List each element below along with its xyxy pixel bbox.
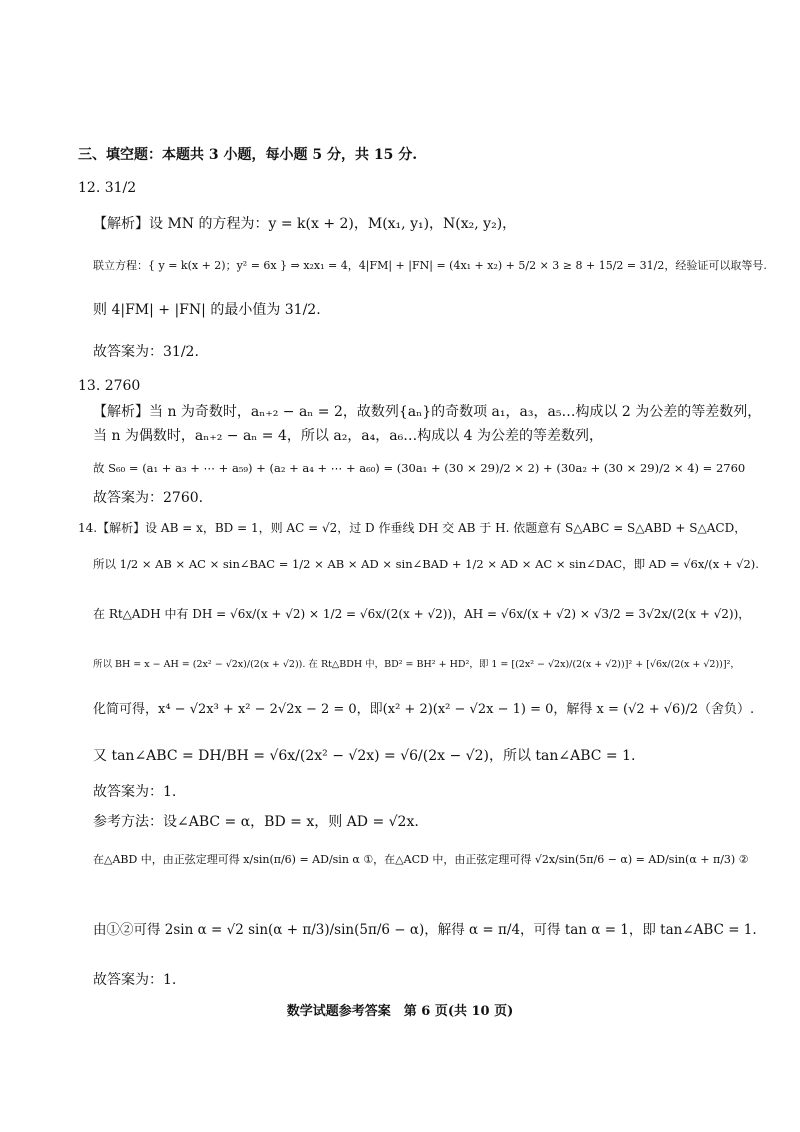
q13-answer: 13. 2760 [78,378,141,394]
q14-line: 所以 BH = x − AH = (2x² − √2x)/(2(x + √2)). 在 Rt△BDH 中，BD² = BH² + HD²，即 1 = [(2x² − √2x)/(2(x + √2))]² + [√6x/(2(x + √2))]²， [93,659,740,670]
q13-line: 故答案为：2760. [93,490,204,506]
q12-line: 【解析】设 MN 的方程为：y = k(x + 2)，M(x₁, y₁)，N(x₂, y₂)， [93,216,517,232]
q13-line: 【解析】当 n 为奇数时，aₙ₊₂ − aₙ = 2，故数列{aₙ}的奇数项 a₁，a₃，a₅…构成以 2 为公差的等差数列， [93,404,762,420]
q14-line: 又 tan∠ABC = DH/BH = √6x/(2x² − √2x) = √6/(2x − √2)，所以 tan∠ABC = 1. [93,748,636,764]
q14-line: 所以 1/2 × AB × AC × sin∠BAC = 1/2 × AB × AD × sin∠BAD + 1/2 × AD × AC × sin∠DAC，即 AD = √6x/(x + √2). [93,557,759,571]
q14-line: 在 Rt△ADH 中有 DH = √6x/(x + √2) × 1/2 = √6x/(2(x + √2))，AH = √6x/(x + √2) × √3/2 = 3√2x/(2(x + √2))， [93,607,751,621]
page-footer: 数学试题参考答案 第 6 页(共 10 页) [286,1004,514,1019]
q14-line: 故答案为：1. [93,972,177,988]
q12-line: 则 4|FM| + |FN| 的最小值为 31/2. [93,302,321,318]
q12-line: 故答案为：31/2. [93,344,199,360]
q12-answer: 12. 31/2 [78,180,137,196]
q14-line: 在△ABD 中，由正弦定理可得 x/sin(π/6) = AD/sin α ①，在△ACD 中，由正弦定理可得 √2x/sin(5π/6 − α) = AD/sin(α + π/3) ② [93,853,749,866]
section-title: 三、填空题：本题共 3 小题，每小题 5 分，共 15 分. [78,147,418,163]
q14-line: 故答案为：1. [93,784,177,800]
q13-line: 故 S₆₀ = (a₁ + a₃ + ⋯ + a₅₉) + (a₂ + a₄ + ⋯ + a₆₀) = (30a₁ + (30 × 29)/2 × 2) + (30a₂ + (30 × 29)/2 × 4) = 2760 [93,461,746,475]
q14-line: 参考方法：设∠ABC = α，BD = x，则 AD = √2x. [93,814,419,830]
q12-line: 联立方程：{ y = k(x + 2)；y² = 6x } ⇒ x₂x₁ = 4，4|FM| + |FN| = (4x₁ + x₂) + 5/2 × 3 ≥ 8 + 15/2 = 31/2，经验证可以取等号. [93,259,767,272]
q13-line: 当 n 为偶数时，aₙ₊₂ − aₙ = 4，所以 a₂，a₄，a₆…构成以 4 为公差的等差数列， [93,428,604,444]
q14-line: 由①②可得 2sin α = √2 sin(α + π/3)/sin(5π/6 − α)，解得 α = π/4，可得 tan α = 1，即 tan∠ABC = 1. [93,922,757,938]
q14-line: 化简可得，x⁴ − √2x³ + x² − 2√2x − 2 = 0，即(x² + 2)(x² − √2x − 1) = 0，解得 x = (√2 + √6)/2（舍负）. [93,702,755,717]
q14-line: 14.【解析】设 AB = x，BD = 1，则 AC = √2，过 D 作垂线 DH 交 AB 于 H. 依题意有 S△ABC = S△ABD + S△ACD， [78,521,747,535]
